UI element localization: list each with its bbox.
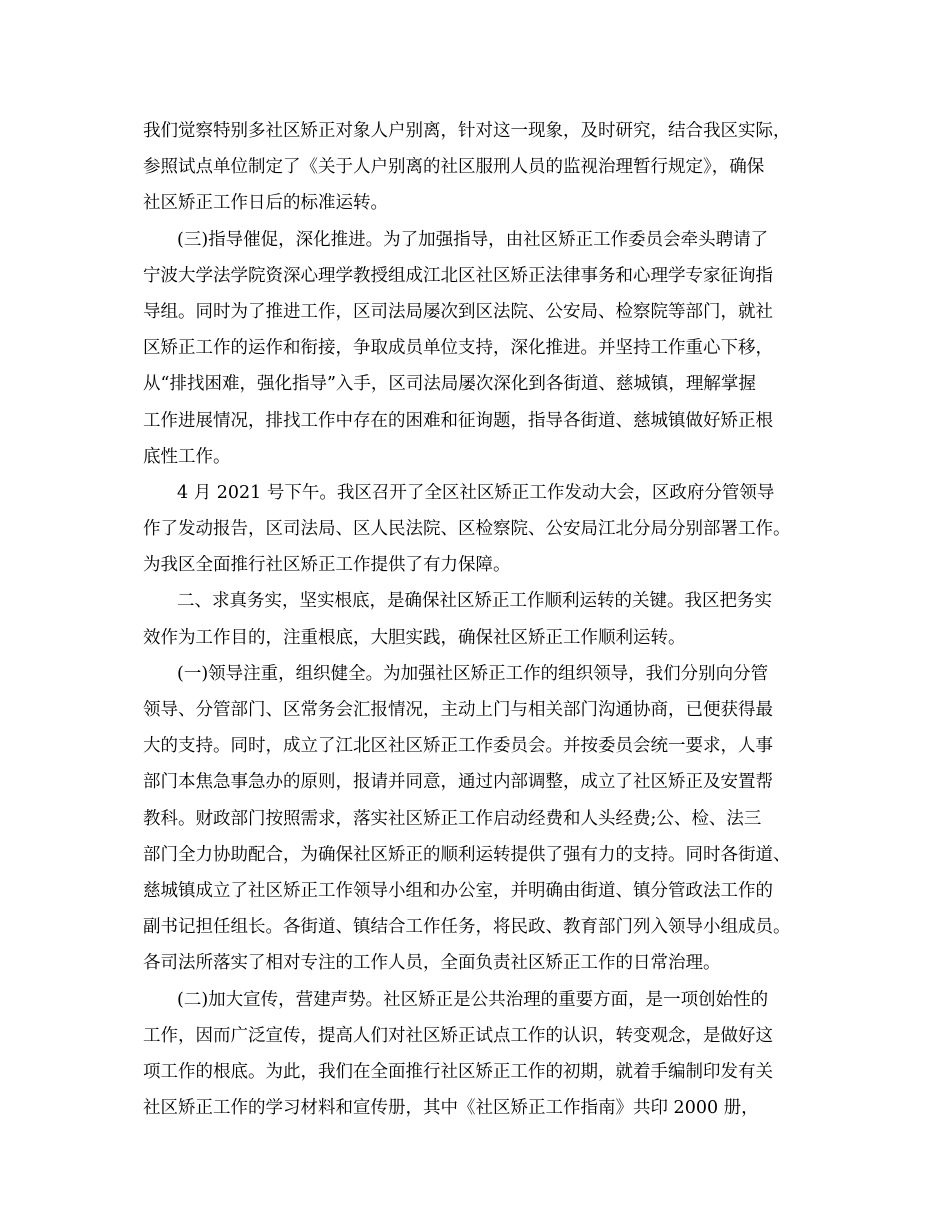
text-line: (二)加大宣传，营建声势。社区矫正是公共治理的重要方面，是一项创始性的 bbox=[177, 989, 769, 1010]
text-line: 效作为工作目的，注重根底，大胆实践，确保社区矫正工作顺利运转。 bbox=[143, 627, 686, 648]
text-line: 区矫正工作的运作和衔接，争取成员单位支持，深化推进。并坚持工作重心下移， bbox=[143, 338, 773, 359]
text-line: 底性工作。 bbox=[143, 446, 231, 467]
text-line: 社区矫正工作日后的标准运转。 bbox=[143, 193, 388, 214]
text-line: 部门本焦急事急办的原则，报请并同意，通过内部调整，成立了社区矫正及安置帮 bbox=[143, 772, 773, 793]
text-line: 大的支持。同时，成立了江北区社区矫正工作委员会。并按委员会统一要求，人事 bbox=[143, 736, 773, 757]
text-line: 从“排找困难，强化指导”入手，区司法局屡次深化到各街道、慈城镇，理解掌握 bbox=[143, 374, 756, 395]
text-line: 导组。同时为了推进工作，区司法局屡次到区法院、公安局、检察院等部门，就社 bbox=[143, 301, 773, 322]
text-line: 项工作的根底。为此，我们在全面推行社区矫正工作的初期，就着手编制印发有关 bbox=[143, 1061, 773, 1082]
text-line: 4 月 2021 号下午。我区召开了全区社区矫正工作发动大会，区政府分管领导 bbox=[177, 482, 775, 503]
text-line: (三)指导催促，深化推进。为了加强指导，由社区矫正工作委员会牵头聘请了 bbox=[177, 229, 769, 250]
text-line: 各司法所落实了相对专注的工作人员，全面负责社区矫正工作的日常治理。 bbox=[143, 953, 721, 974]
text-line: 工作进展情况，排找工作中存在的困难和征询题，指导各街道、慈城镇做好矫正根 bbox=[143, 410, 773, 431]
text-line: 二、求真务实，坚实根底，是确保社区矫正工作顺利运转的关键。我区把务实 bbox=[177, 591, 772, 612]
text-line: 参照试点单位制定了《关于人户别离的社区服刑人员的监视治理暂行规定》，确保 bbox=[143, 157, 765, 178]
text-line: 慈城镇成立了社区矫正工作领导小组和办公室，并明确由街道、镇分管政法工作的 bbox=[143, 880, 773, 901]
text-line: (一)领导注重，组织健全。为加强社区矫正工作的组织领导，我们分别向分管 bbox=[177, 663, 769, 684]
text-line: 我们觉察特别多社区矫正对象人户别离，针对这一现象，及时研究，结合我区实际， bbox=[143, 121, 791, 141]
text-line: 教科。财政部门按照需求，落实社区矫正工作启动经费和人头经费;公、检、法三 bbox=[143, 808, 762, 829]
text-line: 为我区全面推行社区矫正工作提供了有力保障。 bbox=[143, 555, 511, 576]
body-text bbox=[143, 113, 813, 1126]
text-line: 工作，因而广泛宣传，提高人们对社区矫正试点工作的认识，转变观念，是做好这 bbox=[143, 1025, 773, 1046]
text-line: 宁波大学法学院资深心理学教授组成江北区社区矫正法律事务和心理学专家征询指 bbox=[143, 265, 773, 286]
text-line: 副书记担任组长。各街道、镇结合工作任务，将民政、教育部门列入领导小组成员。 bbox=[143, 917, 791, 938]
text-line: 部门全力协助配合，为确保社区矫正的顺利运转提供了强有力的支持。同时各街道、 bbox=[143, 844, 791, 865]
text-line: 社区矫正工作的学习材料和宣传册，其中《社区矫正工作指南》共印 2000 册， bbox=[143, 1098, 759, 1119]
text-line: 领导、分管部门、区常务会汇报情况，主动上门与相关部门沟通协商，已便获得最 bbox=[143, 700, 773, 720]
text-line: 作了发动报告，区司法局、区人民法院、区检察院、公安局江北分局分别部署工作。 bbox=[143, 519, 791, 540]
